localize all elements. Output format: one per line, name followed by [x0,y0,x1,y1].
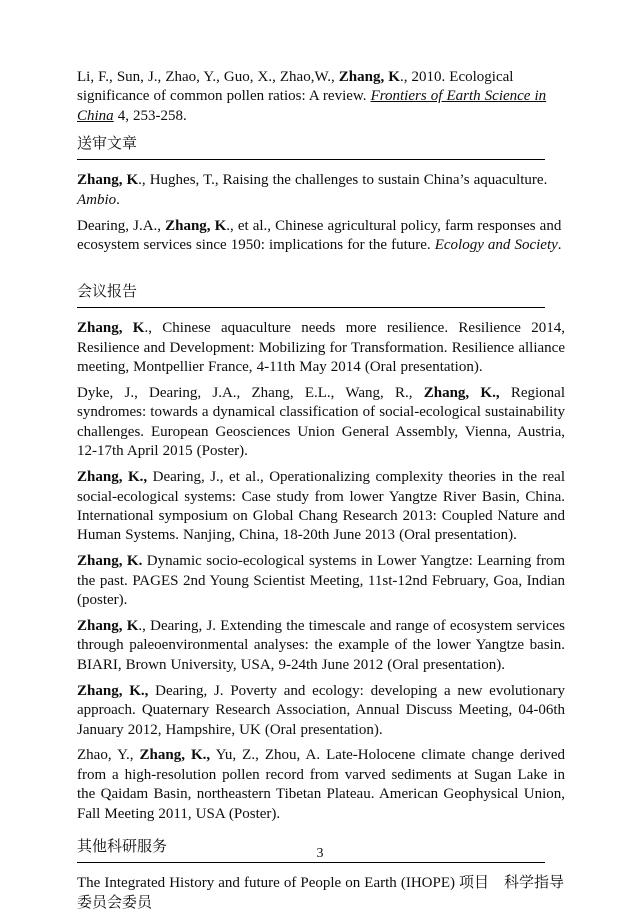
text-segment: Li, F., Sun, J., Zhao, Y., Guo, X., Zhao,W., [77,69,339,85]
text-segment: Zhang, K., [423,385,500,402]
text-segment: Frontiers of Earth Science in China [77,88,547,124]
reference-paragraph [77,874,565,913]
section-heading: 会议报告 [77,282,545,308]
text-segment: Dyke, J., Dearing, J.A., Zhang, E.L., Wang, R., [77,385,424,402]
text-segment: ., Chinese aquaculture needs more resilience. Resilience 2014, Resilience and Development: Mobilizing for Transformation. Resilience alliance meeting, Montpellier France, 4-11th May 2014 (Oral presentation). [77,320,565,376]
text-segment: Zhang, K [165,217,227,234]
reference-paragraph [77,384,565,462]
text-segment: Dearing, J. Poverty and ecology: developing a new evolutionary approach. Quaternary Research Association, Annual Discuss Meeting, 04-06th January 2012, Hampshire, UK (Oral presentation). [77,682,565,738]
section-submitted-articles [77,134,565,255]
text-segment: Zhang, K., [77,682,149,699]
text-segment: Zhang, K [338,69,400,85]
text-segment: Yu, Z., Zhou, A. Late-Holocene climate change derived from a high-resolution pollen record from varved sediments at Sugan Lake in the Qaidam Basin, northeastern Tibetan Plateau. American Geophysical Union, Fall Meeting 2011, USA (Poster). [77,747,565,822]
text-segment: Regional syndromes: towards a dynamical classification of social-ecological sustainability challenges. European Geosciences Union General Assembly, Vienna, Austria, 12-17th April 2015 (Poster). [77,385,565,460]
reference-paragraph [77,682,565,740]
text-segment: Zhang, K [77,320,145,337]
text-segment: ., Hughes, T., Raising the challenges to sustain China’s aquaculture. [138,172,548,189]
reference-paragraph [77,552,565,610]
text-segment: Zhang, K., [77,469,148,486]
section-heading: 送审文章 [77,134,545,160]
text-segment: ., 2010. Ecological significance of common pollen ratios: A review. [77,69,514,105]
page-number: 3 [316,846,324,861]
text-segment: . [557,236,562,253]
text-segment: Dearing, J., et al., Operationalizing complexity theories in the real social-ecological systems: Case study from lower Yangtze River Basin, China. International symposium on Global Chang Research 2013: Coupled Nature and Human Systems. Nanjing, China, 18-20th June 2013 (Oral presentation). [77,469,565,544]
reference-paragraph [77,746,565,824]
reference-paragraph [77,468,565,546]
section-conference-presentations [77,282,565,824]
text-segment: Ecology and Society [434,236,558,253]
text-segment: . [116,191,120,208]
text-segment: ., et al., Chinese agricultural policy, farm responses and ecosystem services since 1950: implications for the future. [77,217,562,253]
reference-paragraph [77,171,565,210]
section-heading: 其他科研服务 [77,837,545,863]
text-segment: The Integrated History and future of People on Earth (IHOPE) 项目 科学指导委员会委员 [77,875,565,911]
reference-paragraph [77,217,565,256]
text-segment: Zhang, K., [139,747,211,764]
reference-paragraph [77,319,565,377]
text-segment: ., Dearing, J. Extending the timescale and range of ecosystem services through paleoenvironmental analyses: the example of the lower Yangtze basin. BIARI, Brown University, USA, 9-24th June 2012 (Oral presentation). [77,618,565,673]
text-segment: Ambio [77,191,117,208]
document-sections [77,68,565,913]
text-segment: Dearing, J.A., [77,217,166,234]
text-segment: Zhang, K [77,618,139,635]
reference-paragraph [77,68,565,126]
text-segment: Zhao, Y., [77,747,140,764]
reference-paragraph [77,617,565,675]
text-segment: Zhang, K. [77,553,143,570]
text-segment: 4, 253-258. [113,107,187,124]
section-publications-continued [77,68,565,126]
text-segment: Zhang, K [77,172,139,189]
text-segment: Dynamic socio-ecological systems in Lower Yangtze: Learning from the past. PAGES 2nd Young Scientist Meeting, 11st-12nd February, Goa, Indian (poster). [77,553,565,609]
